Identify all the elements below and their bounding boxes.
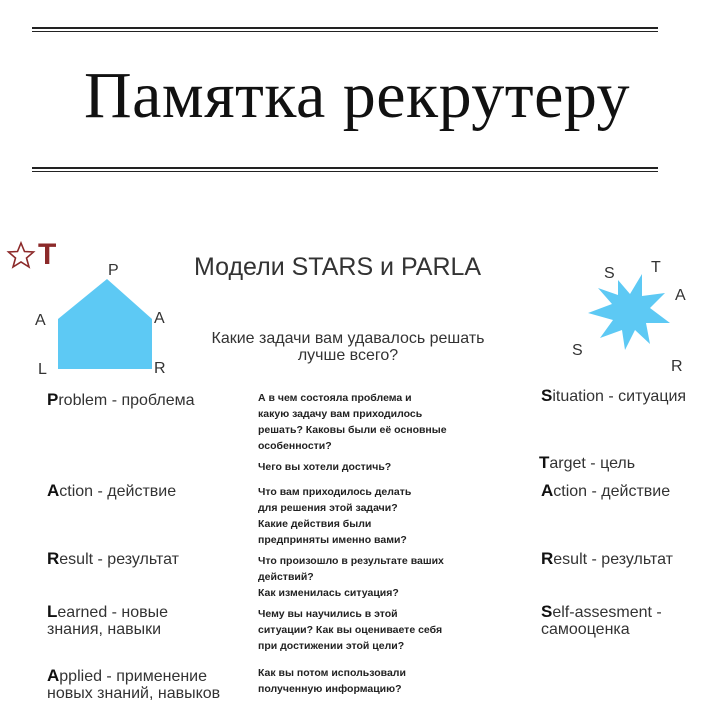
- stars-term-action: Action - действие: [541, 481, 671, 500]
- stars-label-s-top: S: [604, 265, 615, 282]
- models-heading: Модели STARS и PARLA: [194, 253, 482, 281]
- logo-letter: T: [38, 238, 57, 271]
- stars-label-r: R: [671, 358, 683, 375]
- parla-term-applied: Applied - применение новых знаний, навыков: [47, 666, 221, 702]
- star-icon: [6, 240, 36, 270]
- parla-label-l: L: [38, 361, 47, 378]
- stars-burst-shape: [580, 268, 680, 358]
- stars-term-target: Target - цель: [539, 453, 636, 472]
- page-title: Памятка рекрутеру: [83, 59, 631, 132]
- question-result: Что произошло в результате ваших действий? Как изменилась ситуация?: [258, 555, 444, 599]
- parla-label-a-right: A: [154, 310, 165, 327]
- stars-term-situation: Situation - ситуация: [541, 386, 687, 405]
- parla-term-result: Result - результат: [47, 549, 179, 568]
- stars-label-t: T: [651, 259, 661, 276]
- parla-term-action: Action - действие: [47, 481, 177, 500]
- question-target: Чего вы хотели достичь?: [258, 461, 392, 473]
- question-applied: Как вы потом использовали полученную информацию?: [258, 667, 406, 695]
- bottom-rule: [32, 167, 658, 172]
- main-question: Какие задачи вам удавалось решать лучше всего?: [211, 330, 485, 364]
- stars-label-a: A: [675, 287, 686, 304]
- parla-term-learned: Learned - новые знания, навыки: [47, 602, 169, 638]
- question-learned: Чему вы научились в этой ситуации? Как вы оцениваете себя при достижении этой цели?: [258, 608, 443, 652]
- parla-label-a-left: A: [35, 312, 46, 329]
- stars-label-s-bottom: S: [572, 342, 583, 359]
- stars-term-result: Result - результат: [541, 549, 673, 568]
- stars-term-self-assesment: Self-assesment - самооценка: [541, 602, 662, 638]
- top-rule: [32, 27, 658, 32]
- parla-house-shape: [50, 275, 162, 375]
- question-action: Что вам приходилось делать для решения этой задачи? Какие действия были предприняты именно вами?: [258, 486, 412, 546]
- logo: [6, 238, 56, 272]
- parla-label-r: R: [154, 360, 166, 377]
- parla-label-p: P: [108, 262, 119, 279]
- question-problem: А в чем состояла проблема и какую задачу вам приходилось решать? Каковы были её основные особенности?: [258, 392, 447, 452]
- parla-term-problem: Problem - проблема: [47, 390, 195, 409]
